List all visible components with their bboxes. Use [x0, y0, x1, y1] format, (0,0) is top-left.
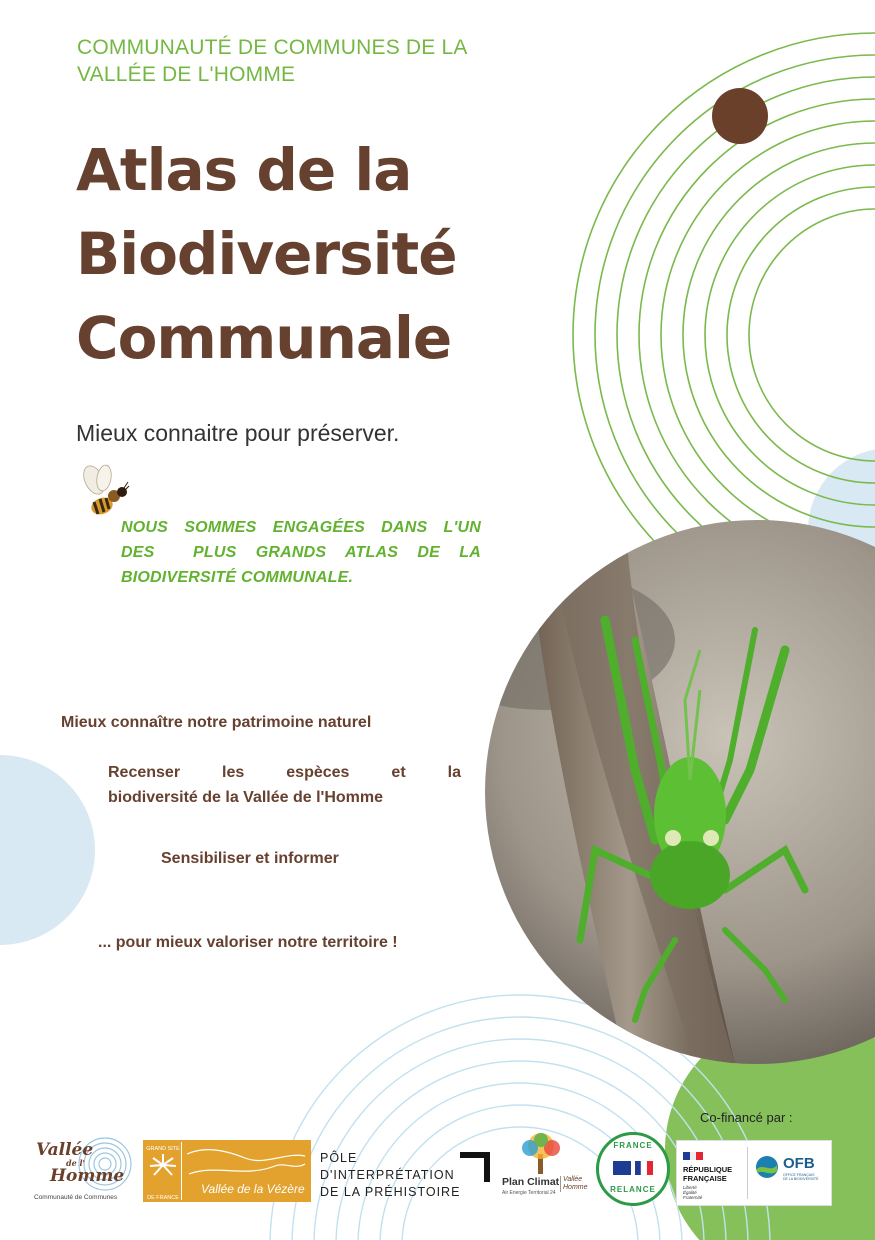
grand-site-tag1: GRAND SITE [146, 1146, 180, 1152]
france-relance-word1: FRANCE [613, 1141, 653, 1150]
bullet-raise-awareness: Sensibiliser et informer [161, 850, 339, 867]
bullet-know-heritage: Mieux connaître notre patrimoine naturel [61, 714, 372, 731]
ofb-sub2: DE LA BIODIVERSITÉ [783, 1177, 819, 1181]
ofb-globe-icon [755, 1155, 779, 1179]
logo-republique-francaise [683, 1147, 743, 1200]
bullet-inventory-line1: Recenser les espèces et la [108, 764, 461, 781]
pole-line3: DE LA PRÉHISTOIRE [320, 1185, 461, 1199]
ofb-sub1: OFFICE FRANÇAIS [783, 1173, 815, 1177]
logo-vallee-homme-line1: Vallée [36, 1140, 94, 1160]
plan-climat-side2: Homme [563, 1184, 588, 1191]
cofinance-label: Co-financé par : [700, 1110, 793, 1125]
grand-site-name: Vallée de la Vézère [201, 1182, 305, 1196]
logo-france-relance [596, 1132, 670, 1206]
sun-icon [145, 1152, 181, 1178]
ofb-name: OFB [783, 1155, 815, 1172]
logo-vallee-homme-line3: Homme [50, 1166, 125, 1186]
title-line1: Atlas de la [76, 136, 412, 204]
flags-icon [613, 1159, 653, 1179]
plan-climat-side1: Vallée [563, 1176, 583, 1183]
logo-plan-climat [500, 1132, 592, 1208]
republique-motto2: Égalité [683, 1190, 697, 1195]
republique-line2: FRANÇAISE [683, 1174, 727, 1183]
plan-climat-sub: Air Energie Territorial 24 [502, 1190, 556, 1196]
logo-vallee-homme [30, 1132, 130, 1212]
grand-site-tag2: DE FRANCE [147, 1195, 179, 1201]
river-landscape-icon [185, 1144, 307, 1180]
logo-vallee-homme-tagline: Communauté de Communes [34, 1194, 118, 1201]
engagement-statement [121, 515, 481, 590]
plan-climat-name: Plan Climat [502, 1176, 560, 1188]
plan-climat-side [560, 1176, 588, 1192]
divider [747, 1147, 748, 1199]
tree-icon [516, 1132, 566, 1174]
pole-corner-icon [460, 1152, 490, 1182]
republique-motto3: Fraternité [683, 1195, 703, 1200]
pole-line1: PÔLE [320, 1151, 358, 1165]
logo-ofb [755, 1155, 827, 1184]
engagement-line3: BIODIVERSITÉ COMMUNALE. [121, 569, 354, 586]
logo-grand-site-vallee-vezere [143, 1140, 311, 1202]
grand-site-badge [145, 1142, 182, 1200]
subtitle: Mieux connaitre pour préserver. [76, 420, 400, 446]
republique-motto1: Liberté [683, 1185, 697, 1190]
logo-republique-ofb [676, 1140, 832, 1206]
organization-line1: COMMUNAUTÉ DE COMMUNES DE LA [77, 36, 468, 59]
engagement-line1: NOUS SOMMES ENGAGÉES DANS L'UN [121, 519, 481, 536]
title-line3: Communale [76, 304, 452, 372]
bullet-inventory-line2: biodiversité de la Vallée de l'Homme [108, 789, 384, 806]
organization-name [77, 34, 468, 88]
engagement-line2: DES PLUS GRANDS ATLAS DE LA [121, 544, 481, 561]
bullet-promote-territory: ... pour mieux valoriser notre territoire ! [98, 934, 398, 951]
republique-line1: RÉPUBLIQUE [683, 1165, 733, 1174]
logo-pole-prehistoire [320, 1150, 460, 1201]
marianne-icon [683, 1152, 703, 1160]
brown-dot [712, 88, 768, 144]
bullet-inventory [108, 760, 461, 810]
title-line2: Biodiversité [76, 220, 457, 288]
bee-icon [80, 462, 130, 522]
light-blue-circle-left [0, 755, 95, 945]
france-relance-word2: RELANCE [610, 1185, 656, 1194]
logo-vallee-homme-line2: de l' [66, 1158, 85, 1168]
pole-line2: D'INTERPRÉTATION [320, 1168, 455, 1182]
page-title [76, 128, 457, 380]
organization-line2: VALLÉE DE L'HOMME [77, 63, 296, 86]
